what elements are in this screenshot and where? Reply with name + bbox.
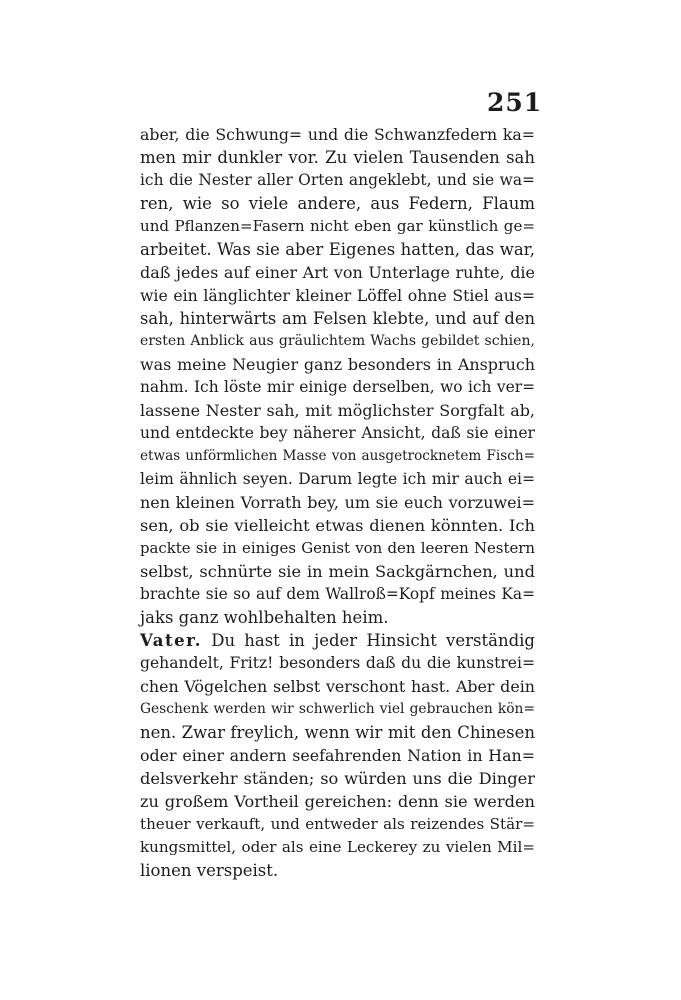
- text-line: lassene Nester sah, mit möglichster Sorgfalt ab,: [140, 401, 535, 420]
- text-line: delsverkehr ständen; so würden uns die Dinger: [140, 769, 535, 788]
- text-line: men mir dunkler vor. Zu vielen Tausenden sah: [140, 148, 535, 167]
- text-line: Geschenk werden wir schwerlich viel gebrauchen kön=: [140, 701, 535, 717]
- text-line: arbeitet. Was sie aber Eigenes hatten, das war,: [140, 240, 535, 259]
- text-line: und Pflanzen=Fasern nicht eben gar künstlich ge=: [140, 217, 535, 235]
- speaker-name: Vater.: [140, 631, 203, 650]
- text-line: kungsmittel, oder als eine Leckerey zu vielen Mil=: [140, 838, 535, 856]
- text-line: ich die Nester aller Orten angeklebt, und sie wa=: [140, 171, 535, 189]
- text-line: daß jedes auf einer Art von Unterlage ruhte, die: [140, 263, 535, 282]
- text-line: nahm. Ich löste mir einige derselben, wo ich ver=: [140, 378, 535, 396]
- text-line: selbst, schnürte sie in mein Sackgärnchen, und: [140, 562, 535, 581]
- text-line: sah, hinterwärts am Felsen klebte, und auf den: [140, 309, 535, 328]
- speech-text: Du hast in jeder Hinsicht verständig: [202, 631, 535, 650]
- text-line: oder einer andern seefahrenden Nation in Han=: [140, 746, 535, 765]
- body-text: [140, 123, 535, 882]
- text-line: nen. Zwar freylich, wenn wir mit den Chinesen: [140, 723, 535, 742]
- text-line: wie ein länglichter kleiner Löffel ohne Stiel aus=: [140, 286, 535, 305]
- text-line: packte sie in einiges Genist von den leeren Nestern: [140, 539, 535, 557]
- text-line: leim ähnlich seyen. Darum legte ich mir auch ei=: [140, 470, 535, 488]
- text-line: ren, wie so viele andere, aus Federn, Flaum: [140, 194, 535, 213]
- text-line: aber, die Schwung= und die Schwanzfedern ka=: [140, 125, 535, 144]
- text-line: ersten Anblick aus gräulichtem Wachs gebildet schien,: [140, 333, 535, 349]
- text-line: brachte sie so auf dem Wallroß=Kopf meines Ka=: [140, 585, 535, 603]
- text-line: sen, ob sie vielleicht etwas dienen könnten. Ich: [140, 516, 535, 535]
- text-line: nen kleinen Vorrath bey, um sie euch vorzuwei=: [140, 493, 535, 512]
- text-line: gehandelt, Fritz! besonders daß du die kunstrei=: [140, 654, 535, 672]
- text-line: jaks ganz wohlbehalten heim.: [140, 608, 389, 627]
- text-line: theuer verkauft, und entweder als reizendes Stär=: [140, 815, 535, 833]
- text-line: was meine Neugier ganz besonders in Anspruch: [140, 355, 535, 374]
- text-line: und entdeckte bey näherer Ansicht, daß sie einer: [140, 424, 535, 442]
- page-number: 251: [487, 88, 543, 117]
- text-line: lionen verspeist.: [140, 861, 279, 880]
- text-line: zu großem Vortheil gereichen: denn sie werden: [140, 792, 535, 811]
- text-line: chen Vögelchen selbst verschont hast. Aber dein: [140, 677, 535, 696]
- vater-speech-first-line: [140, 629, 535, 652]
- text-line: etwas unförmlichen Masse von ausgetrocknetem Fisch=: [140, 448, 535, 464]
